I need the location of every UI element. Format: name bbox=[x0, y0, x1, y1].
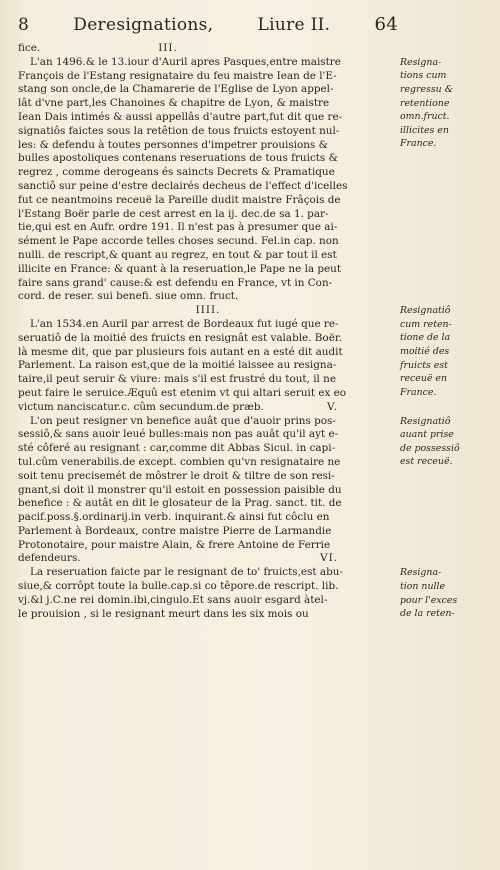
text-line: peut faire le seruice.Æquû est etenim vt qui altari seruit ex eo bbox=[18, 386, 347, 399]
section-heading: VI. bbox=[320, 552, 338, 565]
text-line: lât d'vne part,les Chanoines & chapitre de Lyon, & maistre bbox=[18, 97, 330, 110]
text-line bbox=[18, 42, 398, 56]
margin-note-line: tion nulle bbox=[400, 580, 446, 592]
text-line: Parlement à Bordeaux, contre maistre Pierre de Larmandie bbox=[18, 524, 332, 537]
text-line: sessiô,& sans auoir leué bulles:mais non pas auât qu'il ayt e- bbox=[18, 428, 339, 441]
text-line: Parlement. La raison est,que de la moitié laissee au resigna- bbox=[18, 359, 337, 372]
book-number: Liure II. bbox=[257, 15, 331, 35]
margin-note-line: moitié des bbox=[400, 345, 450, 357]
section-heading: V. bbox=[327, 400, 338, 413]
text-line: soit tenu precisemét de môstrer le droit & tiltre de son resi- bbox=[18, 469, 335, 482]
margin-note-line: Resigna- bbox=[400, 567, 442, 579]
margin-note-line: tione de la bbox=[400, 332, 451, 344]
text-line: L'an 1534.en Auril par arrest de Bordeaux fut iugé que re- bbox=[30, 317, 339, 330]
text-line: stang son oncle,de la Chamarerie de l'Eglise de Lyon appel- bbox=[18, 83, 334, 96]
text-line: cord. de reser. sui benefi. siue omn. fruct. bbox=[18, 290, 239, 303]
text-fragment: defendeurs. bbox=[18, 552, 81, 565]
text-line: La reseruation faicte par le resignant de to' fruicts,est abu- bbox=[30, 566, 343, 579]
text-fragment: victum nanciscatur.c. cûm secundum.de præb. bbox=[18, 400, 264, 413]
text-line: nulli. de rescript,& quant au regrez, en tout & par tout il est bbox=[18, 248, 337, 261]
margin-note bbox=[400, 415, 492, 469]
margin-note-line: de possessiô bbox=[400, 442, 460, 454]
text-line: benefice : & autât en dit le glosateur de la Prag. sanct. tit. de bbox=[18, 497, 342, 510]
text-line: sément le Pape accorde telles choses secund. Fel.in cap. non bbox=[18, 235, 339, 248]
text-line: sanctiô sur peine d'estre declairés decheus de l'effect d'icelles bbox=[18, 179, 348, 192]
text-line: vj.&l j.C.ne rei domin.ibi,cingulo.Et sans auoir esgard àtel- bbox=[18, 593, 328, 606]
margin-note bbox=[400, 56, 492, 151]
text-line: l'Estang Boër parle de cest arrest en la ij. dec.de sa 1. par- bbox=[18, 207, 329, 220]
text-line bbox=[18, 552, 398, 566]
margin-note-line: retentione bbox=[400, 97, 450, 109]
running-title: Deresignations, bbox=[73, 15, 214, 35]
text-line: illicite en France: & quant à la reseruation,le Pape ne la peut bbox=[18, 262, 342, 275]
margin-note bbox=[400, 566, 492, 620]
text-line: signatiôs faictes sous la retêtion de tous fruicts estoyent nul- bbox=[18, 124, 340, 137]
running-header bbox=[18, 14, 398, 38]
margin-note-line: Resignatiô bbox=[400, 305, 451, 317]
text-line: là mesme dit, que par plusieurs fois autant en a esté dit audit bbox=[18, 345, 343, 358]
text-line: taire,il peut seruir & viure: mais s'il est frustré du tout, il ne bbox=[18, 373, 337, 386]
text-line: seruatiô de la moitié des fruicts en resignât est valable. Boër. bbox=[18, 331, 342, 344]
text-line: sté côferé au resignant : car,comme dit Abbas Sicul. in capi- bbox=[18, 442, 336, 455]
text-line: L'on peut resigner vn benefice auât que d'auoir prins pos- bbox=[30, 414, 336, 427]
text-line: les: & defendu à toutes personnes d'impetrer prouisions & bbox=[18, 138, 328, 151]
text-line: Protonotaire, pour maistre Alain, & frere Antoine de Ferrie bbox=[18, 538, 331, 551]
text-line: gnant,si doit il monstrer qu'il estoit en possession paisible du bbox=[18, 483, 342, 496]
section-heading: III. bbox=[158, 42, 178, 54]
text-line: bulles apostoliques contenans reseruations de tous fruicts & bbox=[18, 152, 338, 165]
folio-number: 64 bbox=[374, 14, 398, 35]
section-heading: IIII. bbox=[195, 304, 221, 317]
text-line: fut ce neantmoins receuë la Pareille dudit maistre Frâçois de bbox=[18, 193, 341, 206]
margin-note-line: regressu & bbox=[400, 83, 454, 95]
text-line: François de l'Estang resignataire du feu maistre Iean de l'E- bbox=[18, 69, 337, 82]
margin-note-line: auant prise bbox=[400, 429, 454, 441]
text-line: faire sans grand' cause:& est defendu en France, vt in Con- bbox=[18, 276, 333, 289]
text-line bbox=[18, 401, 398, 415]
text-line: siue,& corrôpt toute la bulle.cap.si co têpore.de rescript. lib. bbox=[18, 580, 339, 593]
text-line bbox=[18, 304, 398, 318]
text-line: tul.cûm venerabilis.de except. combien qu'vn resignataire ne bbox=[18, 455, 341, 468]
text-line: tie,qui est en Aufr. ordre 191. Il n'est pas à presumer que ai- bbox=[18, 221, 338, 234]
margin-note-line: receuë en bbox=[400, 373, 447, 385]
text-line: regrez , comme derogeans és saincts Decrets & Pramatique bbox=[18, 166, 335, 179]
text-fragment: fice. bbox=[18, 42, 41, 54]
margin-note-line: fruicts est bbox=[400, 359, 448, 371]
margin-note-line: tions cum bbox=[400, 70, 447, 82]
text-line: L'an 1496.& le 13.iour d'Auril apres Pasques,entre maistre bbox=[30, 55, 341, 68]
margin-note-line: omn.fruct. bbox=[400, 111, 450, 123]
text-line: le prouision , si le resignant meurt dans les six mois ou bbox=[18, 607, 309, 620]
signature-mark: 8 bbox=[18, 15, 30, 35]
margin-note-line: Resigna- bbox=[400, 56, 442, 68]
text-line: Iean Dais intimés & aussi appellâs d'autre part,fut dit que re- bbox=[18, 110, 343, 123]
margin-note-line: France. bbox=[400, 138, 437, 150]
margin-note bbox=[400, 304, 492, 399]
margin-note-line: de la reten- bbox=[400, 608, 455, 620]
body-text bbox=[18, 42, 398, 621]
text-line: pacif.poss.§.ordinarij.in verb. inquirant.& ainsi fut côclu en bbox=[18, 511, 330, 524]
margin-note-line: illicites en bbox=[400, 124, 449, 136]
margin-note-line: pour l'exces bbox=[400, 594, 458, 606]
margin-note-line: est receuë. bbox=[400, 456, 453, 468]
margin-note-line: France. bbox=[400, 386, 437, 398]
margin-note-line: Resignatiô bbox=[400, 415, 451, 427]
margin-note-line: cum reten- bbox=[400, 318, 452, 330]
